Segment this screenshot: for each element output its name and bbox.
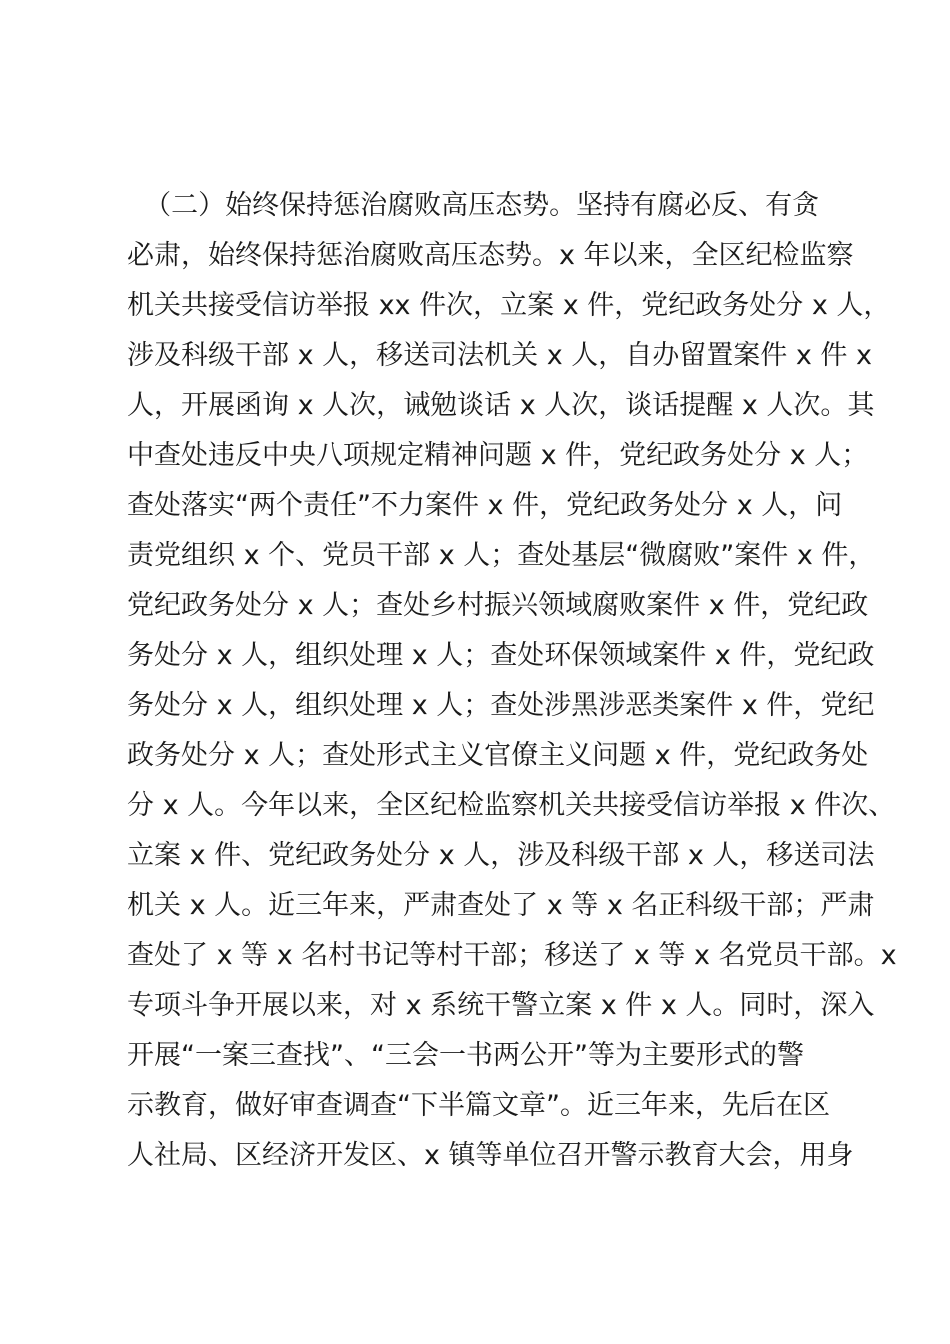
paragraph-line: 人，开展函询 x 人次，诫勉谈话 x 人次，谈话提醒 x 人次。其	[127, 390, 875, 421]
paragraph-line: 党纪政务处分 x 人；查处乡村振兴领域腐败案件 x 件，党纪政	[127, 590, 869, 621]
paragraph-line: 立案 x 件、党纪政务处分 x 人，涉及科级干部 x 人，移送司法	[127, 840, 875, 871]
paragraph-line: 查处落实“两个责任”不力案件 x 件，党纪政务处分 x 人，问	[127, 490, 843, 521]
paragraph-line: 示教育，做好审查调查“下半篇文章”。近三年来，先后在区	[127, 1090, 830, 1121]
paragraph-line: （二）始终保持惩治腐败高压态势。坚持有腐必反、有贪	[127, 190, 820, 221]
paragraph-line: 查处了 x 等 x 名村书记等村干部；移送了 x 等 x 名党员干部。x	[127, 940, 897, 971]
paragraph-line: 机关 x 人。近三年来，严肃查处了 x 等 x 名正科级干部；严肃	[127, 890, 875, 921]
paragraph-line: 务处分 x 人，组织处理 x 人；查处涉黑涉恶类案件 x 件，党纪	[127, 690, 875, 721]
paragraph-line: 分 x 人。今年以来，全区纪检监察机关共接受信访举报 x 件次、	[127, 790, 896, 821]
paragraph-line: 务处分 x 人，组织处理 x 人；查处环保领域案件 x 件，党纪政	[127, 640, 875, 671]
paragraph-line: 政务处分 x 人；查处形式主义官僚主义问题 x 件，党纪政务处	[127, 740, 869, 771]
paragraph-line: 开展“一案三查找”、“三会一书两公开”等为主要形式的警	[127, 1040, 804, 1071]
paragraph-line: 涉及科级干部 x 人，移送司法机关 x 人，自办留置案件 x 件 x	[127, 340, 872, 371]
body-paragraph	[127, 181, 897, 1181]
paragraph-line: 责党组织 x 个、党员干部 x 人；查处基层“微腐败”案件 x 件，	[127, 540, 876, 571]
paragraph-line: 机关共接受信访举报 xx 件次，立案 x 件，党纪政务处分 x 人，	[127, 290, 891, 321]
paragraph-line: 必肃，始终保持惩治腐败高压态势。x 年以来，全区纪检监察	[127, 240, 854, 271]
paragraph-line: 专项斗争开展以来，对 x 系统干警立案 x 件 x 人。同时，深入	[127, 990, 875, 1021]
paragraph-line: 中查处违反中央八项规定精神问题 x 件，党纪政务处分 x 人；	[127, 440, 869, 471]
paragraph-line: 人社局、区经济开发区、x 镇等单位召开警示教育大会，用身	[127, 1140, 854, 1171]
